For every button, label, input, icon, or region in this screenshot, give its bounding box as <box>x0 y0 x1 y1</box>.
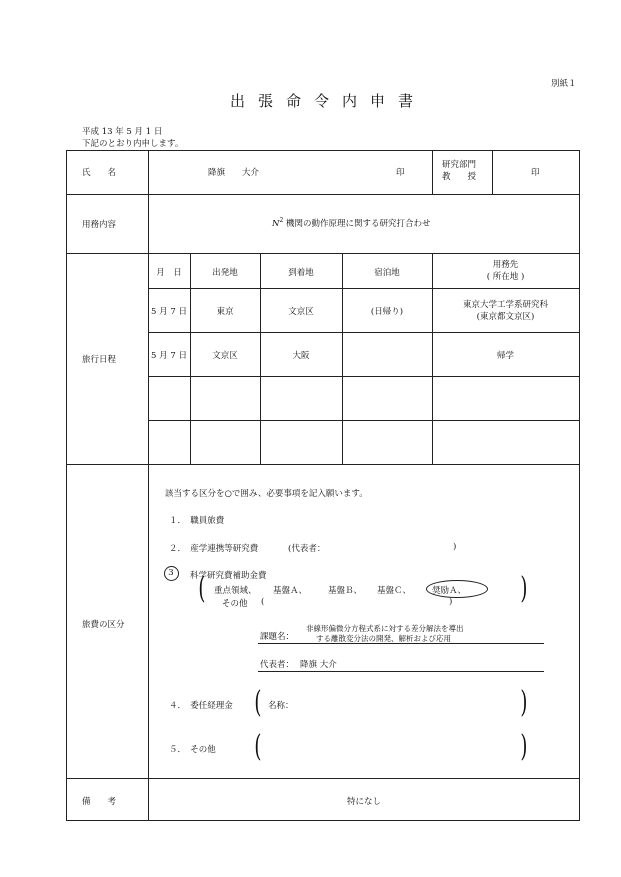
purpose-label: 用務内容 <box>82 220 117 230</box>
remarks-label: 備 考 <box>82 797 117 807</box>
table-border-left <box>66 150 67 821</box>
row-dest-1: 東京大学工学系研究科 <box>462 300 548 310</box>
seal-label: 印 <box>396 168 405 178</box>
row-divider <box>66 253 580 254</box>
name-label: 氏 名 <box>82 168 117 178</box>
grant-option: 基盤Ｃ、 <box>377 586 412 596</box>
purpose-symbol: N <box>272 219 280 229</box>
row-date: 5 月 7 日 <box>151 351 187 361</box>
rep-underline <box>258 671 544 672</box>
row-to: 文京区 <box>288 307 314 317</box>
header-to: 到着地 <box>288 268 314 278</box>
dept-line2: 教 授 <box>442 172 477 182</box>
item2-close: ) <box>453 542 457 552</box>
itinerary-divider <box>148 332 580 333</box>
purpose-content <box>272 217 430 229</box>
row-from: 東京 <box>216 307 234 317</box>
attachment-label: 別紙１ <box>551 79 577 89</box>
row-to: 大阪 <box>292 351 310 361</box>
header-dest-2: ( 所在地 ) <box>486 272 525 282</box>
bracket-close: ) <box>520 685 528 720</box>
header-dest-1: 用務先 <box>492 260 519 270</box>
date-line: 平成 13 年 5 月 1 日 <box>82 127 163 137</box>
header-stay: 宿泊地 <box>374 268 400 278</box>
topic-line-2: する離散変分法の開発、解析および応用 <box>316 634 451 643</box>
topic-underline <box>258 643 544 644</box>
applicant-name: 降旗 大介 <box>208 168 260 178</box>
row-divider <box>66 778 580 779</box>
bracket-open: ( <box>254 729 262 764</box>
bracket-close: ) <box>520 729 528 764</box>
item4-name-label: 名称： <box>268 701 294 711</box>
grant-option: 重点領域、 <box>214 586 257 596</box>
itinerary-divider <box>148 420 580 421</box>
rep-name: 降旗 大介 <box>300 660 337 670</box>
purpose-text: 機関の動作原理に関する研究打合わせ <box>283 219 431 229</box>
row-date: 5 月 7 日 <box>151 307 187 317</box>
bracket-open: ( <box>254 685 262 720</box>
row-divider <box>66 194 580 195</box>
expense-label: 旅費の区分 <box>82 620 125 630</box>
table-border-bottom <box>66 820 580 821</box>
rep-label: 代表者： <box>260 660 295 670</box>
grant-other: その他 <box>222 599 248 609</box>
itinerary-divider <box>148 376 580 377</box>
grant-option: 基盤Ｂ、 <box>328 586 363 596</box>
grant-other-close: ) <box>449 597 453 607</box>
grant-option: 基盤Ａ、 <box>273 586 308 596</box>
label-column-divider <box>148 150 149 821</box>
row-dest-1: 帰学 <box>496 351 514 361</box>
topic-line-1: 非線形偏微分方程式系に対する差分解法を導出 <box>306 624 464 633</box>
table-border-right <box>579 150 580 821</box>
item2-rep-label: (代表者： <box>288 544 326 554</box>
grant-option-selected: 奨励Ａ、 <box>432 586 467 596</box>
dept-line1: 研究部門 <box>442 160 477 170</box>
table-border-top <box>66 150 580 151</box>
item3-number: 3 <box>168 568 174 578</box>
grant-other-open: ( <box>261 597 265 607</box>
row-stay: (日帰り) <box>370 307 404 317</box>
seal-label-2: 印 <box>531 168 540 178</box>
topic-label: 課題名： <box>260 632 295 642</box>
row-divider <box>66 464 580 465</box>
header-from: 出発地 <box>212 268 238 278</box>
bracket-close: ) <box>520 571 528 606</box>
bracket-open: ( <box>198 571 206 606</box>
row-dest-2: (東京都文京区) <box>476 312 535 322</box>
document-title: 出張命令内申書 <box>230 92 427 110</box>
name-cell-divider <box>492 150 493 194</box>
expense-item-1: １． 職員旅費 <box>169 516 225 526</box>
row-from: 文京区 <box>212 351 238 361</box>
expense-item-3: 科学研究費補助金費 <box>190 571 267 581</box>
intro-line: 下記のとおり内申します。 <box>82 139 184 149</box>
purpose-superscript: 2 <box>279 217 284 225</box>
itinerary-divider <box>148 288 580 289</box>
expense-instruction: 該当する区分を○で囲み、必要事項を記入願います。 <box>165 489 368 499</box>
itinerary-col-divider <box>342 253 343 464</box>
itinerary-label: 旅行日程 <box>82 355 117 365</box>
remarks-content: 特になし <box>346 797 381 807</box>
name-cell-divider <box>432 150 433 194</box>
expense-item-2: ２． 産学連携等研究費 <box>169 544 259 554</box>
expense-item-5: ５． その他 <box>169 745 216 755</box>
header-date: 月 日 <box>156 268 182 278</box>
expense-item-4: ４． 委任経理金 <box>169 701 233 711</box>
